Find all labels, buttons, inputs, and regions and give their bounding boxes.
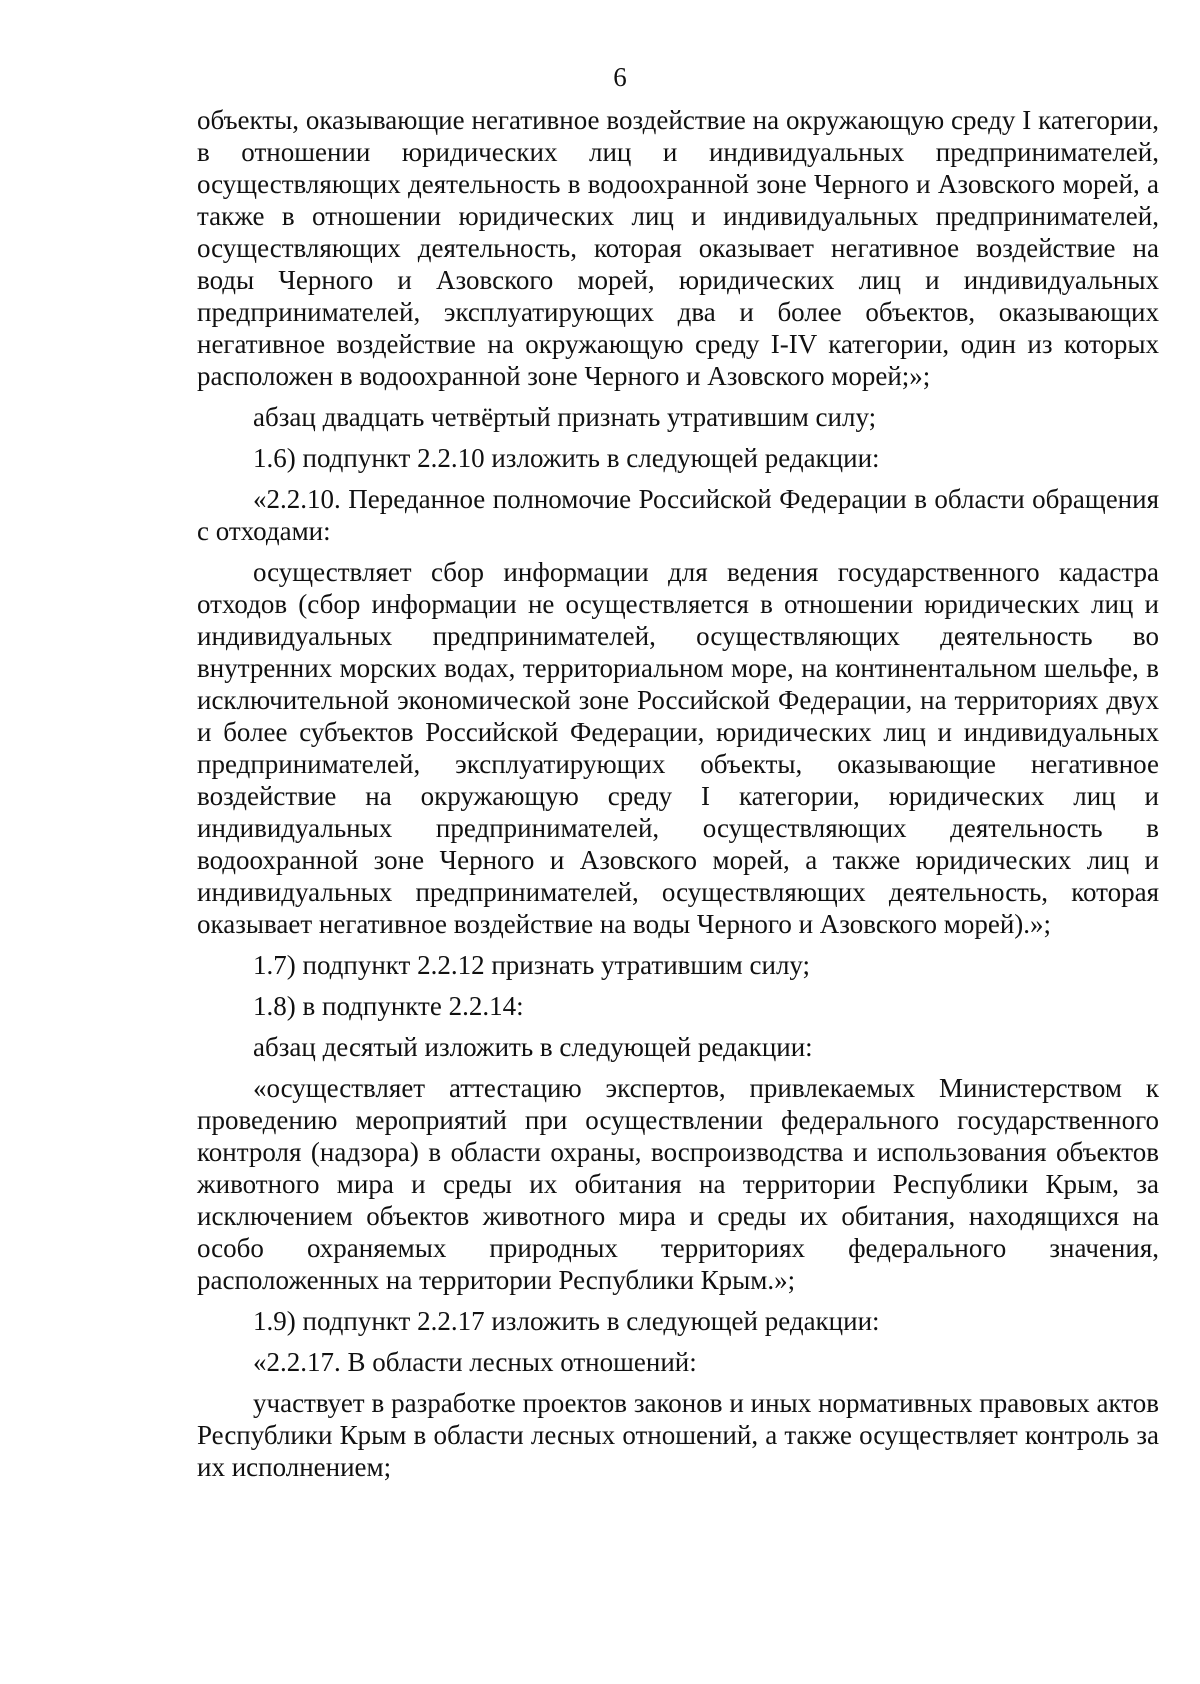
paragraph-2-2-17-body: участвует в разработке проектов законов и иных нормативных правовых актов Республики Крым в области лесных отношений, а также осуществляет контроль за их исполнением; <box>197 1388 1159 1482</box>
paragraph-attestation: «осуществляет аттестацию экспертов, привлекаемых Министерством к проведению мероприятий при осуществлении федерального государственного контроля (надзора) в области охраны, воспроизводства и использования объектов животного мира и среды их обитания на территории Республики Крым, за исключением объектов животного мира и среды их обитания, находящихся на особо охраняемых природных территориях федерального значения, расположенных на территории Республики Крым.»; <box>197 1073 1159 1295</box>
paragraph-item-1-6: 1.6) подпункт 2.2.10 изложить в следующей редакции: <box>253 443 880 473</box>
paragraph-abzats-10: абзац десятый изложить в следующей редакции: <box>253 1032 813 1062</box>
paragraph-2-2-10-body: осуществляет сбор информации для ведения государственного кадастра отходов (сбор информации не осуществляется в отношении юридических лиц и индивидуальных предпринимателей, осуществляющих деятельность во внутренних морских водах, территориальном море, на континентальном шельфе, в исключительной экономической зоне Российской Федерации, на территориях двух и более субъектов Российской Федерации, юридических лиц и индивидуальных предпринимателей, эксплуатирующих объекты, оказывающие негативное воздействие на окружающую среду I категории, юридических лиц и индивидуальных предпринимателей, осуществляющих деятельность в водоохранной зоне Черного и Азовского морей, а также юридических лиц и индивидуальных предпринимателей, осуществляющих деятельность, которая оказывает негативное воздействие на воды Черного и Азовского морей).»; <box>197 557 1159 939</box>
paragraph-2-2-17-heading: «2.2.17. В области лесных отношений: <box>253 1347 697 1377</box>
paragraph-item-1-7: 1.7) подпункт 2.2.12 признать утратившим силу; <box>253 950 811 980</box>
paragraph-continuation: объекты, оказывающие негативное воздействие на окружающую среду I категории, в отношении юридических лиц и индивидуальных предпринимателей, осуществляющих деятельность в водоохранной зоне Черного и Азовского морей, а также в отношении юридических лиц и индивидуальных предпринимателей, осуществляющих деятельность, которая оказывает негативное воздействие на воды Черного и Азовского морей, юридических лиц и индивидуальных предпринимателей, эксплуатирующих два и более объектов, оказывающих негативное воздействие на окружающую среду I-IV категории, один из которых расположен в водоохранной зоне Черного и Азовского морей;»; <box>197 105 1159 391</box>
paragraph-abzats-24: абзац двадцать четвёртый признать утратившим силу; <box>253 402 877 432</box>
document-body <box>197 104 1159 1492</box>
paragraph-item-1-9: 1.9) подпункт 2.2.17 изложить в следующей редакции: <box>253 1306 880 1336</box>
paragraph-2-2-10-heading: «2.2.10. Переданное полномочие Российской Федерации в области обращения с отходами: <box>197 484 1159 546</box>
paragraph-item-1-8: 1.8) в подпункте 2.2.14: <box>253 991 524 1021</box>
page-number: 6 <box>613 62 627 92</box>
